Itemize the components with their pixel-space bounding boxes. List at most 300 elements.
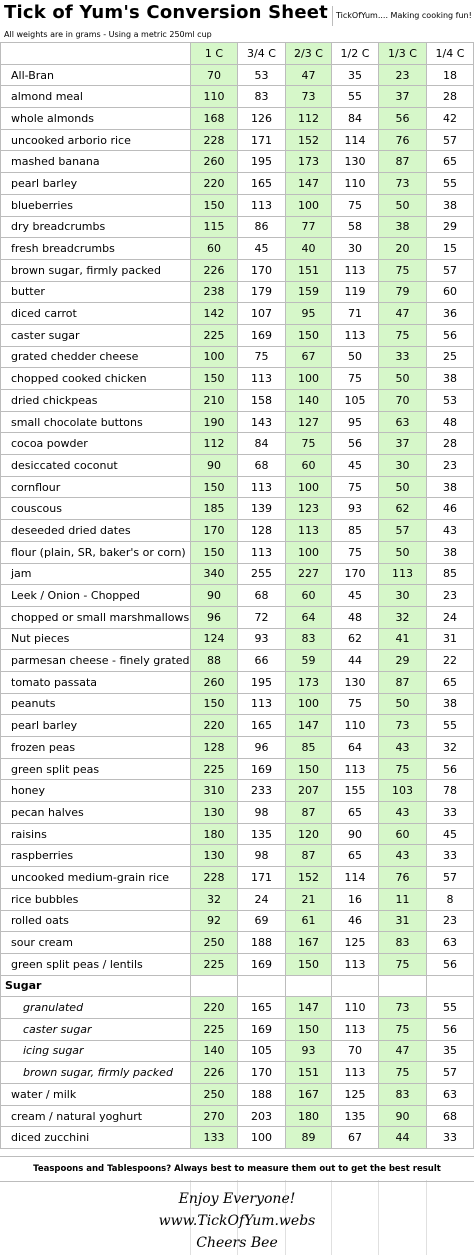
weight-cell: 225 bbox=[191, 1018, 238, 1040]
weight-cell: 87 bbox=[286, 802, 332, 824]
table-row bbox=[1, 216, 474, 238]
ingredient-name: raspberries bbox=[1, 845, 191, 867]
weight-cell: 33 bbox=[427, 845, 474, 867]
weight-cell: 113 bbox=[238, 476, 286, 498]
weight-cell: 35 bbox=[427, 1040, 474, 1062]
column-header: 3/4 C bbox=[238, 43, 286, 65]
weight-cell: 165 bbox=[238, 173, 286, 195]
weight-cell: 32 bbox=[191, 888, 238, 910]
weight-cell: 68 bbox=[238, 455, 286, 477]
weight-cell: 53 bbox=[427, 390, 474, 412]
weight-cell: 20 bbox=[379, 238, 427, 260]
weight-cell: 48 bbox=[332, 606, 379, 628]
weight-cell: 112 bbox=[191, 433, 238, 455]
weight-cell: 113 bbox=[332, 758, 379, 780]
table-row bbox=[1, 476, 474, 498]
weight-cell: 260 bbox=[191, 671, 238, 693]
weight-cell: 158 bbox=[238, 390, 286, 412]
table-row bbox=[1, 498, 474, 520]
weight-cell: 130 bbox=[191, 802, 238, 824]
ingredient-name: pecan halves bbox=[1, 802, 191, 824]
weight-cell: 75 bbox=[379, 758, 427, 780]
weight-cell: 238 bbox=[191, 281, 238, 303]
weight-cell: 95 bbox=[332, 411, 379, 433]
weight-cell: 113 bbox=[238, 368, 286, 390]
ingredient-name: caster sugar bbox=[1, 324, 191, 346]
weight-cell: 42 bbox=[427, 108, 474, 130]
weight-cell: 113 bbox=[332, 324, 379, 346]
weight-cell: 255 bbox=[238, 563, 286, 585]
weight-cell: 75 bbox=[379, 324, 427, 346]
weight-cell: 169 bbox=[238, 1018, 286, 1040]
measuring-note: Teaspoons and Tablespoons? Always best to measure them out to get the best result bbox=[0, 1156, 474, 1182]
weight-cell: 150 bbox=[286, 758, 332, 780]
weight-cell: 210 bbox=[191, 390, 238, 412]
weight-cell: 114 bbox=[332, 129, 379, 151]
weight-cell: 110 bbox=[332, 997, 379, 1019]
weight-cell: 340 bbox=[191, 563, 238, 585]
weight-cell: 62 bbox=[332, 628, 379, 650]
weight-cell: 110 bbox=[332, 715, 379, 737]
weight-cell: 185 bbox=[191, 498, 238, 520]
table-row bbox=[1, 1018, 474, 1040]
weight-cell: 88 bbox=[191, 650, 238, 672]
weight-cell: 37 bbox=[379, 86, 427, 108]
weight-cell: 75 bbox=[379, 953, 427, 975]
weight-cell: 167 bbox=[286, 932, 332, 954]
weight-cell: 16 bbox=[332, 888, 379, 910]
weight-cell: 113 bbox=[379, 563, 427, 585]
table-row bbox=[1, 324, 474, 346]
subheading: All weights are in grams - Using a metric 250ml cup bbox=[4, 30, 212, 39]
weight-cell: 38 bbox=[427, 693, 474, 715]
weight-cell: 63 bbox=[427, 1084, 474, 1106]
weight-cell: 69 bbox=[238, 910, 286, 932]
ingredient-name: grated chedder cheese bbox=[1, 346, 191, 368]
weight-cell: 225 bbox=[191, 953, 238, 975]
ingredient-name: couscous bbox=[1, 498, 191, 520]
weight-cell: 72 bbox=[238, 606, 286, 628]
table-row bbox=[1, 238, 474, 260]
ingredient-name: jam bbox=[1, 563, 191, 585]
ingredient-name: Nut pieces bbox=[1, 628, 191, 650]
weight-cell: 203 bbox=[238, 1105, 286, 1127]
table-row bbox=[1, 780, 474, 802]
weight-cell: 50 bbox=[332, 346, 379, 368]
weight-cell: 29 bbox=[379, 650, 427, 672]
table-row bbox=[1, 628, 474, 650]
column-header: 2/3 C bbox=[286, 43, 332, 65]
table-row bbox=[1, 845, 474, 867]
table-row bbox=[1, 715, 474, 737]
weight-cell: 45 bbox=[427, 823, 474, 845]
weight-cell: 150 bbox=[191, 476, 238, 498]
ingredient-name: uncooked arborio rice bbox=[1, 129, 191, 151]
ingredient-name: small chocolate buttons bbox=[1, 411, 191, 433]
weight-cell: 124 bbox=[191, 628, 238, 650]
weight-cell: 169 bbox=[238, 324, 286, 346]
ingredient-name: pearl barley bbox=[1, 173, 191, 195]
ingredient-name: sour cream bbox=[1, 932, 191, 954]
weight-cell: 135 bbox=[238, 823, 286, 845]
ingredient-name: frozen peas bbox=[1, 737, 191, 759]
weight-cell: 250 bbox=[191, 1084, 238, 1106]
weight-cell: 171 bbox=[238, 129, 286, 151]
weight-cell: 35 bbox=[332, 64, 379, 86]
table-row bbox=[1, 433, 474, 455]
ingredient-name: green split peas / lentils bbox=[1, 953, 191, 975]
weight-cell: 24 bbox=[238, 888, 286, 910]
weight-cell: 11 bbox=[379, 888, 427, 910]
weight-cell: 150 bbox=[191, 693, 238, 715]
table-row bbox=[1, 411, 474, 433]
weight-cell: 112 bbox=[286, 108, 332, 130]
weight-cell: 173 bbox=[286, 671, 332, 693]
weight-cell: 60 bbox=[191, 238, 238, 260]
weight-cell: 207 bbox=[286, 780, 332, 802]
weight-cell: 55 bbox=[427, 715, 474, 737]
weight-cell: 45 bbox=[332, 585, 379, 607]
weight-cell: 75 bbox=[379, 259, 427, 281]
weight-cell: 68 bbox=[238, 585, 286, 607]
weight-cell: 38 bbox=[427, 541, 474, 563]
table-row bbox=[1, 823, 474, 845]
table-row bbox=[1, 368, 474, 390]
weight-cell: 48 bbox=[427, 411, 474, 433]
weight-cell: 87 bbox=[379, 671, 427, 693]
weight-cell: 92 bbox=[191, 910, 238, 932]
weight-cell: 63 bbox=[379, 411, 427, 433]
weight-cell: 58 bbox=[332, 216, 379, 238]
weight-cell: 56 bbox=[427, 324, 474, 346]
weight-cell: 228 bbox=[191, 867, 238, 889]
weight-cell: 128 bbox=[238, 520, 286, 542]
tagline: TickOfYum.... Making cooking fun! bbox=[332, 6, 474, 26]
weight-cell: 75 bbox=[286, 433, 332, 455]
weight-cell: 226 bbox=[191, 1062, 238, 1084]
weight-cell bbox=[191, 975, 238, 997]
table-row bbox=[1, 910, 474, 932]
weight-cell: 225 bbox=[191, 324, 238, 346]
weight-cell: 77 bbox=[286, 216, 332, 238]
weight-cell: 24 bbox=[427, 606, 474, 628]
table-row bbox=[1, 303, 474, 325]
table-row bbox=[1, 932, 474, 954]
table-row bbox=[1, 997, 474, 1019]
weight-cell: 67 bbox=[286, 346, 332, 368]
weight-cell: 55 bbox=[427, 173, 474, 195]
weight-cell: 50 bbox=[379, 541, 427, 563]
table-row bbox=[1, 455, 474, 477]
weight-cell: 73 bbox=[286, 86, 332, 108]
weight-cell: 32 bbox=[427, 737, 474, 759]
weight-cell: 70 bbox=[332, 1040, 379, 1062]
weight-cell: 73 bbox=[379, 173, 427, 195]
ingredient-column-header bbox=[1, 43, 191, 65]
weight-cell: 103 bbox=[379, 780, 427, 802]
weight-cell: 45 bbox=[332, 455, 379, 477]
weight-cell: 30 bbox=[379, 585, 427, 607]
weight-cell: 113 bbox=[332, 259, 379, 281]
weight-cell: 113 bbox=[238, 541, 286, 563]
weight-cell: 171 bbox=[238, 867, 286, 889]
table-row bbox=[1, 606, 474, 628]
column-header-row bbox=[1, 43, 474, 65]
signoff bbox=[0, 1188, 474, 1254]
table-row bbox=[1, 108, 474, 130]
weight-cell: 169 bbox=[238, 953, 286, 975]
weight-cell: 120 bbox=[286, 823, 332, 845]
conversion-table bbox=[0, 42, 474, 1149]
weight-cell: 113 bbox=[332, 1018, 379, 1040]
weight-cell: 63 bbox=[427, 932, 474, 954]
weight-cell: 57 bbox=[379, 520, 427, 542]
weight-cell: 150 bbox=[286, 324, 332, 346]
weight-cell: 47 bbox=[379, 1040, 427, 1062]
weight-cell: 57 bbox=[427, 129, 474, 151]
weight-cell: 61 bbox=[286, 910, 332, 932]
table-row bbox=[1, 1105, 474, 1127]
signoff-signature: Cheers Bee bbox=[196, 1235, 278, 1251]
weight-cell: 125 bbox=[332, 1084, 379, 1106]
weight-cell: 250 bbox=[191, 932, 238, 954]
weight-cell: 15 bbox=[427, 238, 474, 260]
weight-cell: 180 bbox=[191, 823, 238, 845]
weight-cell: 127 bbox=[286, 411, 332, 433]
weight-cell: 220 bbox=[191, 715, 238, 737]
weight-cell bbox=[286, 975, 332, 997]
weight-cell: 119 bbox=[332, 281, 379, 303]
weight-cell: 140 bbox=[286, 390, 332, 412]
ingredient-name: tomato passata bbox=[1, 671, 191, 693]
table-row bbox=[1, 650, 474, 672]
weight-cell: 44 bbox=[332, 650, 379, 672]
weight-cell: 47 bbox=[286, 64, 332, 86]
weight-cell: 75 bbox=[379, 1062, 427, 1084]
weight-cell: 170 bbox=[238, 1062, 286, 1084]
weight-cell: 147 bbox=[286, 715, 332, 737]
weight-cell: 100 bbox=[191, 346, 238, 368]
weight-cell: 270 bbox=[191, 1105, 238, 1127]
ingredient-name: almond meal bbox=[1, 86, 191, 108]
weight-cell: 100 bbox=[286, 693, 332, 715]
ingredient-name: honey bbox=[1, 780, 191, 802]
signoff-website: www.TickOfYum.webs bbox=[158, 1213, 316, 1229]
ingredient-name: pearl barley bbox=[1, 715, 191, 737]
weight-cell: 226 bbox=[191, 259, 238, 281]
weight-cell: 75 bbox=[332, 194, 379, 216]
weight-cell: 21 bbox=[286, 888, 332, 910]
weight-cell: 38 bbox=[379, 216, 427, 238]
weight-cell bbox=[238, 975, 286, 997]
weight-cell: 56 bbox=[427, 1018, 474, 1040]
table-row bbox=[1, 259, 474, 281]
weight-cell: 233 bbox=[238, 780, 286, 802]
ingredient-name: mashed banana bbox=[1, 151, 191, 173]
ingredient-name: desiccated coconut bbox=[1, 455, 191, 477]
ingredient-name: icing sugar bbox=[1, 1040, 191, 1062]
weight-cell: 159 bbox=[286, 281, 332, 303]
ingredient-name: rolled oats bbox=[1, 910, 191, 932]
weight-cell: 98 bbox=[238, 802, 286, 824]
weight-cell: 130 bbox=[332, 151, 379, 173]
weight-cell: 110 bbox=[191, 86, 238, 108]
weight-cell: 32 bbox=[379, 606, 427, 628]
weight-cell: 18 bbox=[427, 64, 474, 86]
weight-cell: 29 bbox=[427, 216, 474, 238]
ingredient-name: brown sugar, firmly packed bbox=[1, 1062, 191, 1084]
weight-cell: 78 bbox=[427, 780, 474, 802]
weight-cell: 125 bbox=[332, 932, 379, 954]
weight-cell: 87 bbox=[379, 151, 427, 173]
weight-cell: 87 bbox=[286, 845, 332, 867]
weight-cell bbox=[332, 975, 379, 997]
table-row bbox=[1, 151, 474, 173]
weight-cell: 59 bbox=[286, 650, 332, 672]
weight-cell: 46 bbox=[332, 910, 379, 932]
ingredient-name: Leek / Onion - Chopped bbox=[1, 585, 191, 607]
weight-cell: 188 bbox=[238, 1084, 286, 1106]
ingredient-name: cocoa powder bbox=[1, 433, 191, 455]
weight-cell: 31 bbox=[427, 628, 474, 650]
table-row bbox=[1, 563, 474, 585]
weight-cell: 310 bbox=[191, 780, 238, 802]
weight-cell: 84 bbox=[332, 108, 379, 130]
ingredient-name: chopped or small marshmallows bbox=[1, 606, 191, 628]
weight-cell: 150 bbox=[286, 1018, 332, 1040]
ingredient-name: caster sugar bbox=[1, 1018, 191, 1040]
weight-cell: 56 bbox=[379, 108, 427, 130]
weight-cell: 76 bbox=[379, 129, 427, 151]
table-row bbox=[1, 888, 474, 910]
weight-cell: 83 bbox=[238, 86, 286, 108]
weight-cell: 43 bbox=[379, 845, 427, 867]
weight-cell: 75 bbox=[332, 368, 379, 390]
weight-cell: 98 bbox=[238, 845, 286, 867]
weight-cell: 33 bbox=[427, 802, 474, 824]
ingredient-name: butter bbox=[1, 281, 191, 303]
weight-cell: 79 bbox=[379, 281, 427, 303]
weight-cell: 47 bbox=[379, 303, 427, 325]
table-row bbox=[1, 281, 474, 303]
weight-cell: 188 bbox=[238, 932, 286, 954]
weight-cell: 50 bbox=[379, 194, 427, 216]
page-title: Tick of Yum's Conversion Sheet bbox=[4, 2, 328, 23]
weight-cell: 100 bbox=[286, 194, 332, 216]
sheet-header bbox=[0, 0, 474, 44]
weight-cell: 90 bbox=[379, 1105, 427, 1127]
weight-cell: 50 bbox=[379, 368, 427, 390]
weight-cell: 50 bbox=[379, 693, 427, 715]
weight-cell: 60 bbox=[427, 281, 474, 303]
table-row bbox=[1, 802, 474, 824]
weight-cell: 150 bbox=[286, 953, 332, 975]
weight-cell: 167 bbox=[286, 1084, 332, 1106]
table-row bbox=[1, 346, 474, 368]
ingredient-name: cornflour bbox=[1, 476, 191, 498]
weight-cell: 53 bbox=[238, 64, 286, 86]
weight-cell: 43 bbox=[379, 802, 427, 824]
weight-cell: 28 bbox=[427, 433, 474, 455]
weight-cell: 65 bbox=[332, 845, 379, 867]
ingredient-name: brown sugar, firmly packed bbox=[1, 259, 191, 281]
weight-cell: 33 bbox=[427, 1127, 474, 1149]
weight-cell: 89 bbox=[286, 1127, 332, 1149]
weight-cell: 30 bbox=[332, 238, 379, 260]
weight-cell: 135 bbox=[332, 1105, 379, 1127]
weight-cell: 150 bbox=[191, 194, 238, 216]
weight-cell: 140 bbox=[191, 1040, 238, 1062]
weight-cell: 23 bbox=[427, 585, 474, 607]
weight-cell: 143 bbox=[238, 411, 286, 433]
weight-cell: 110 bbox=[332, 173, 379, 195]
weight-cell: 170 bbox=[332, 563, 379, 585]
weight-cell: 165 bbox=[238, 997, 286, 1019]
weight-cell: 95 bbox=[286, 303, 332, 325]
weight-cell: 70 bbox=[191, 64, 238, 86]
weight-cell: 83 bbox=[286, 628, 332, 650]
table-row bbox=[1, 867, 474, 889]
weight-cell: 38 bbox=[427, 476, 474, 498]
weight-cell: 90 bbox=[191, 455, 238, 477]
weight-cell: 100 bbox=[286, 541, 332, 563]
weight-cell: 93 bbox=[286, 1040, 332, 1062]
ingredient-name: All-Bran bbox=[1, 64, 191, 86]
table-row bbox=[1, 1040, 474, 1062]
weight-cell: 179 bbox=[238, 281, 286, 303]
weight-cell: 56 bbox=[332, 433, 379, 455]
weight-cell: 85 bbox=[286, 737, 332, 759]
table-row bbox=[1, 390, 474, 412]
weight-cell: 169 bbox=[238, 758, 286, 780]
ingredient-name: cream / natural yoghurt bbox=[1, 1105, 191, 1127]
weight-cell: 57 bbox=[427, 259, 474, 281]
ingredient-name: green split peas bbox=[1, 758, 191, 780]
weight-cell: 83 bbox=[379, 1084, 427, 1106]
table-row bbox=[1, 953, 474, 975]
weight-cell: 220 bbox=[191, 173, 238, 195]
weight-cell: 62 bbox=[379, 498, 427, 520]
weight-cell: 60 bbox=[379, 823, 427, 845]
weight-cell: 130 bbox=[191, 845, 238, 867]
weight-cell: 65 bbox=[427, 151, 474, 173]
table-row bbox=[1, 1062, 474, 1084]
weight-cell: 96 bbox=[238, 737, 286, 759]
weight-cell: 60 bbox=[286, 455, 332, 477]
weight-cell: 75 bbox=[332, 693, 379, 715]
ingredient-name: raisins bbox=[1, 823, 191, 845]
weight-cell: 100 bbox=[238, 1127, 286, 1149]
ingredient-name: water / milk bbox=[1, 1084, 191, 1106]
ingredient-name: fresh breadcrumbs bbox=[1, 238, 191, 260]
weight-cell: 113 bbox=[332, 953, 379, 975]
weight-cell: 85 bbox=[332, 520, 379, 542]
weight-cell: 128 bbox=[191, 737, 238, 759]
weight-cell: 170 bbox=[191, 520, 238, 542]
weight-cell: 70 bbox=[379, 390, 427, 412]
ingredient-name: uncooked medium-grain rice bbox=[1, 867, 191, 889]
ingredient-name: parmesan cheese - finely grated bbox=[1, 650, 191, 672]
weight-cell: 130 bbox=[332, 671, 379, 693]
weight-cell: 40 bbox=[286, 238, 332, 260]
weight-cell: 155 bbox=[332, 780, 379, 802]
weight-cell: 60 bbox=[286, 585, 332, 607]
weight-cell: 65 bbox=[427, 671, 474, 693]
weight-cell: 55 bbox=[332, 86, 379, 108]
weight-cell: 71 bbox=[332, 303, 379, 325]
ingredient-name: rice bubbles bbox=[1, 888, 191, 910]
weight-cell: 22 bbox=[427, 650, 474, 672]
